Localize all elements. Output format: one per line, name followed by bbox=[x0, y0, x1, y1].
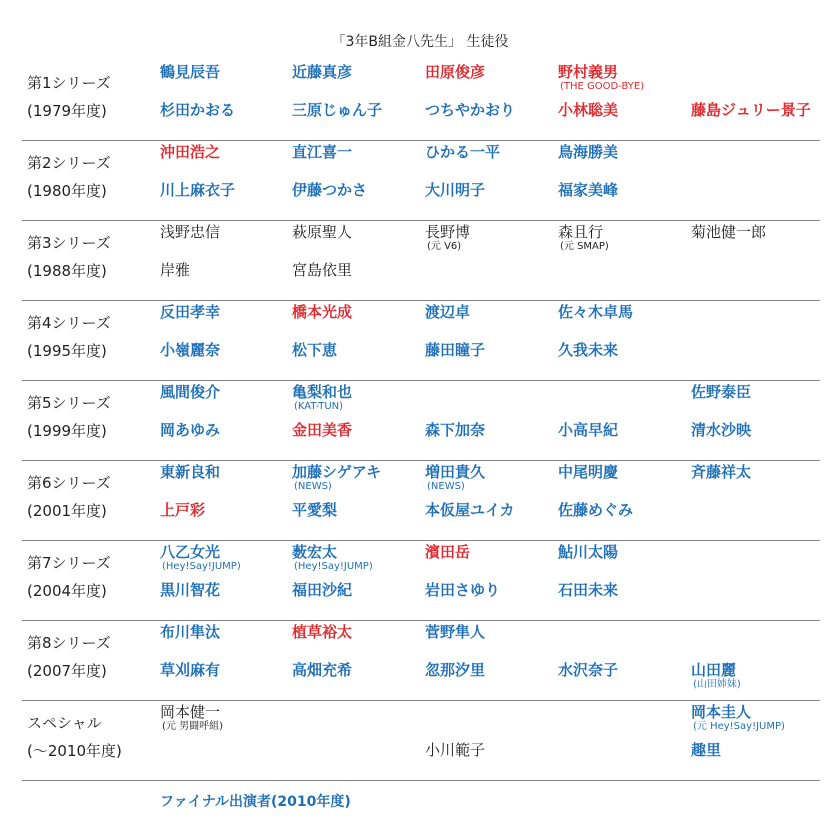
cast-name: 近藤真彦 bbox=[292, 63, 353, 81]
cast-name: 宮島依里 bbox=[292, 261, 353, 279]
cast-member bbox=[160, 463, 292, 481]
series-section bbox=[22, 60, 820, 141]
cast-name: 黒川智花 bbox=[160, 581, 221, 599]
cast-name: 大川明子 bbox=[425, 181, 486, 199]
cast-name: 反田孝幸 bbox=[160, 303, 221, 321]
cast-name: 福家美峰 bbox=[558, 181, 619, 199]
cast-name: 斉藤祥太 bbox=[691, 463, 752, 481]
series-label: 第5シリーズ bbox=[27, 394, 111, 412]
cast-name: 植草裕太 bbox=[292, 623, 353, 641]
cast-member bbox=[160, 383, 292, 401]
cast-member bbox=[292, 341, 424, 359]
cast-name: 佐藤めぐみ bbox=[558, 501, 634, 519]
cast-member bbox=[691, 463, 823, 481]
cast-member bbox=[292, 421, 424, 439]
series-label: 第4シリーズ bbox=[27, 314, 111, 332]
cast-name: 薮宏太 bbox=[292, 543, 338, 561]
cast-member bbox=[292, 101, 424, 119]
series-year-label: (2004年度) bbox=[27, 582, 107, 600]
cast-member bbox=[558, 581, 690, 599]
series-year-label: (1980年度) bbox=[27, 182, 107, 200]
cast-name: 高畑充希 bbox=[292, 661, 353, 679]
cast-name: 久我未来 bbox=[558, 341, 619, 359]
cast-name: 小高早紀 bbox=[558, 421, 619, 439]
cast-name: 福田沙紀 bbox=[292, 581, 353, 599]
cast-name: 金田美香 bbox=[292, 421, 353, 439]
cast-name: 直江喜一 bbox=[292, 143, 353, 161]
series-label: スペシャル bbox=[27, 714, 102, 732]
cast-affiliation: (元 男闘呼組) bbox=[162, 721, 223, 732]
cast-member bbox=[292, 383, 424, 413]
cast-affiliation: (Hey!Say!JUMP) bbox=[162, 561, 241, 572]
cast-member bbox=[292, 581, 424, 599]
series-label: 第2シリーズ bbox=[27, 154, 111, 172]
cast-name: 本仮屋ユイカ bbox=[425, 501, 515, 519]
cast-member bbox=[558, 463, 690, 481]
cast-member bbox=[558, 421, 690, 439]
cast-member bbox=[160, 63, 292, 81]
cast-name: ひかる一平 bbox=[425, 143, 501, 161]
cast-member bbox=[160, 703, 292, 733]
cast-member bbox=[558, 223, 690, 253]
cast-name: 浅野忠信 bbox=[160, 223, 221, 241]
cast-member bbox=[292, 303, 424, 321]
cast-name: 三原じゅん子 bbox=[292, 101, 383, 119]
cast-name: 佐野泰臣 bbox=[691, 383, 752, 401]
cast-name: 渡辺卓 bbox=[425, 303, 471, 321]
cast-name: 岡本圭人 bbox=[691, 703, 752, 721]
cast-name: 八乙女光 bbox=[160, 543, 221, 561]
cast-member bbox=[425, 223, 557, 253]
cast-name: 橋本光成 bbox=[292, 303, 353, 321]
cast-name: 小嶺麗奈 bbox=[160, 341, 221, 359]
cast-member bbox=[558, 501, 690, 519]
cast-name: 忽那汐里 bbox=[425, 661, 486, 679]
cast-name: 森且行 bbox=[558, 223, 604, 241]
cast-member bbox=[558, 341, 690, 359]
cast-name: 石田未来 bbox=[558, 581, 619, 599]
series-section bbox=[22, 380, 820, 461]
cast-member bbox=[558, 661, 690, 679]
series-section bbox=[22, 620, 820, 701]
cast-member bbox=[558, 101, 690, 119]
cast-member bbox=[160, 261, 292, 279]
series-label: 第7シリーズ bbox=[27, 554, 111, 572]
cast-member bbox=[160, 341, 292, 359]
cast-member bbox=[558, 543, 690, 561]
series-section bbox=[22, 300, 820, 381]
cast-member bbox=[292, 143, 424, 161]
cast-member bbox=[425, 341, 557, 359]
cast-name: 鶴見辰吾 bbox=[160, 63, 221, 81]
cast-affiliation: (元 V6) bbox=[427, 241, 462, 252]
cast-member bbox=[160, 501, 292, 519]
cast-name: 上戸彩 bbox=[160, 501, 206, 519]
cast-member bbox=[292, 463, 424, 493]
series-section bbox=[22, 140, 820, 221]
series-section bbox=[22, 540, 820, 621]
cast-name: 沖田浩之 bbox=[160, 143, 221, 161]
cast-member bbox=[160, 623, 292, 641]
cast-member bbox=[292, 63, 424, 81]
cast-name: 藤島ジュリー景子 bbox=[691, 101, 811, 119]
footer-note: ファイナル出演者(2010年度) bbox=[160, 794, 351, 810]
cast-member bbox=[160, 223, 292, 241]
cast-name: 田原俊彦 bbox=[425, 63, 486, 81]
cast-member bbox=[691, 223, 823, 241]
cast-name: 菊池健一郎 bbox=[691, 223, 767, 241]
cast-member bbox=[691, 703, 823, 733]
cast-member bbox=[691, 421, 823, 439]
series-section bbox=[22, 460, 820, 541]
cast-member bbox=[292, 623, 424, 641]
cast-member bbox=[691, 383, 823, 401]
cast-member bbox=[425, 543, 557, 561]
series-year-label: (1988年度) bbox=[27, 262, 107, 280]
cast-affiliation: (NEWS) bbox=[294, 481, 332, 492]
cast-member bbox=[160, 101, 292, 119]
cast-member bbox=[558, 181, 690, 199]
cast-name: 川上麻衣子 bbox=[160, 181, 236, 199]
cast-member bbox=[160, 543, 292, 573]
series-year-label: (〜2010年度) bbox=[27, 742, 122, 760]
cast-member bbox=[292, 261, 424, 279]
cast-name: 濱田岳 bbox=[425, 543, 471, 561]
cast-member bbox=[425, 623, 557, 641]
cast-name: 増田貴久 bbox=[425, 463, 486, 481]
cast-name: 風間俊介 bbox=[160, 383, 221, 401]
series-label: 第8シリーズ bbox=[27, 634, 111, 652]
cast-name: 岡本健一 bbox=[160, 703, 221, 721]
cast-name: 菅野隼人 bbox=[425, 623, 486, 641]
cast-affiliation: (山田姉妹) bbox=[693, 679, 741, 690]
cast-member bbox=[160, 661, 292, 679]
cast-name: 森下加奈 bbox=[425, 421, 486, 439]
cast-name: 伊藤つかさ bbox=[292, 181, 368, 199]
cast-name: つちやかおり bbox=[425, 101, 516, 119]
cast-member bbox=[425, 143, 557, 161]
cast-name: 野村義男 bbox=[558, 63, 619, 81]
cast-name: 趣里 bbox=[691, 741, 722, 759]
series-section bbox=[22, 220, 820, 301]
cast-name: 亀梨和也 bbox=[292, 383, 353, 401]
cast-member bbox=[160, 181, 292, 199]
cast-member bbox=[691, 661, 823, 691]
cast-member bbox=[425, 181, 557, 199]
series-year-label: (2007年度) bbox=[27, 662, 107, 680]
series-year-label: (2001年度) bbox=[27, 502, 107, 520]
cast-member bbox=[425, 741, 557, 759]
cast-name: 中尾明慶 bbox=[558, 463, 619, 481]
cast-affiliation: (元 Hey!Say!JUMP) bbox=[693, 721, 785, 732]
cast-member bbox=[425, 303, 557, 321]
series-year-label: (1995年度) bbox=[27, 342, 107, 360]
cast-member bbox=[160, 581, 292, 599]
cast-name: 長野博 bbox=[425, 223, 471, 241]
cast-member bbox=[425, 581, 557, 599]
cast-member bbox=[292, 223, 424, 241]
cast-name: 杉田かおる bbox=[160, 101, 236, 119]
series-year-label: (1979年度) bbox=[27, 102, 107, 120]
cast-name: 清水沙映 bbox=[691, 421, 752, 439]
cast-member bbox=[160, 143, 292, 161]
cast-name: 佐々木卓馬 bbox=[558, 303, 634, 321]
cast-member bbox=[425, 101, 557, 119]
series-label: 第1シリーズ bbox=[27, 74, 111, 92]
page-title: 「3年B組金八先生」 生徒役 bbox=[331, 34, 509, 50]
cast-affiliation: (THE GOOD-BYE) bbox=[560, 81, 645, 92]
cast-affiliation: (Hey!Say!JUMP) bbox=[294, 561, 373, 572]
cast-member bbox=[691, 741, 823, 759]
cast-name: 岩田さゆり bbox=[425, 581, 501, 599]
cast-name: 東新良和 bbox=[160, 463, 221, 481]
cast-member bbox=[292, 181, 424, 199]
cast-member bbox=[558, 303, 690, 321]
cast-name: 鳥海勝美 bbox=[558, 143, 619, 161]
cast-member bbox=[160, 303, 292, 321]
cast-member bbox=[558, 63, 690, 93]
cast-name: 加藤シゲアキ bbox=[292, 463, 382, 481]
series-year-label: (1999年度) bbox=[27, 422, 107, 440]
cast-affiliation: (NEWS) bbox=[427, 481, 465, 492]
cast-member bbox=[691, 101, 823, 119]
cast-name: 松下恵 bbox=[292, 341, 338, 359]
cast-name: 岸雅 bbox=[160, 261, 191, 279]
cast-member bbox=[425, 63, 557, 81]
cast-affiliation: (元 SMAP) bbox=[560, 241, 609, 252]
series-label: 第6シリーズ bbox=[27, 474, 111, 492]
cast-member bbox=[425, 501, 557, 519]
cast-member bbox=[425, 463, 557, 493]
cast-member bbox=[292, 501, 424, 519]
cast-name: 平愛梨 bbox=[292, 501, 338, 519]
cast-member bbox=[425, 661, 557, 679]
cast-name: 草刈麻有 bbox=[160, 661, 221, 679]
cast-name: 小林聡美 bbox=[558, 101, 619, 119]
cast-affiliation: (KAT-TUN) bbox=[294, 401, 344, 412]
cast-name: 岡あゆみ bbox=[160, 421, 221, 439]
series-section bbox=[22, 700, 820, 781]
cast-name: 山田麗 bbox=[691, 661, 737, 679]
cast-name: 小川範子 bbox=[425, 741, 486, 759]
cast-member bbox=[292, 543, 424, 573]
cast-name: 藤田瞳子 bbox=[425, 341, 486, 359]
cast-name: 鮎川太陽 bbox=[558, 543, 619, 561]
cast-name: 水沢奈子 bbox=[558, 661, 619, 679]
series-label: 第3シリーズ bbox=[27, 234, 111, 252]
cast-member bbox=[160, 421, 292, 439]
cast-member bbox=[425, 421, 557, 439]
cast-name: 布川隼汰 bbox=[160, 623, 221, 641]
cast-member bbox=[558, 143, 690, 161]
cast-member bbox=[292, 661, 424, 679]
cast-name: 萩原聖人 bbox=[292, 223, 353, 241]
